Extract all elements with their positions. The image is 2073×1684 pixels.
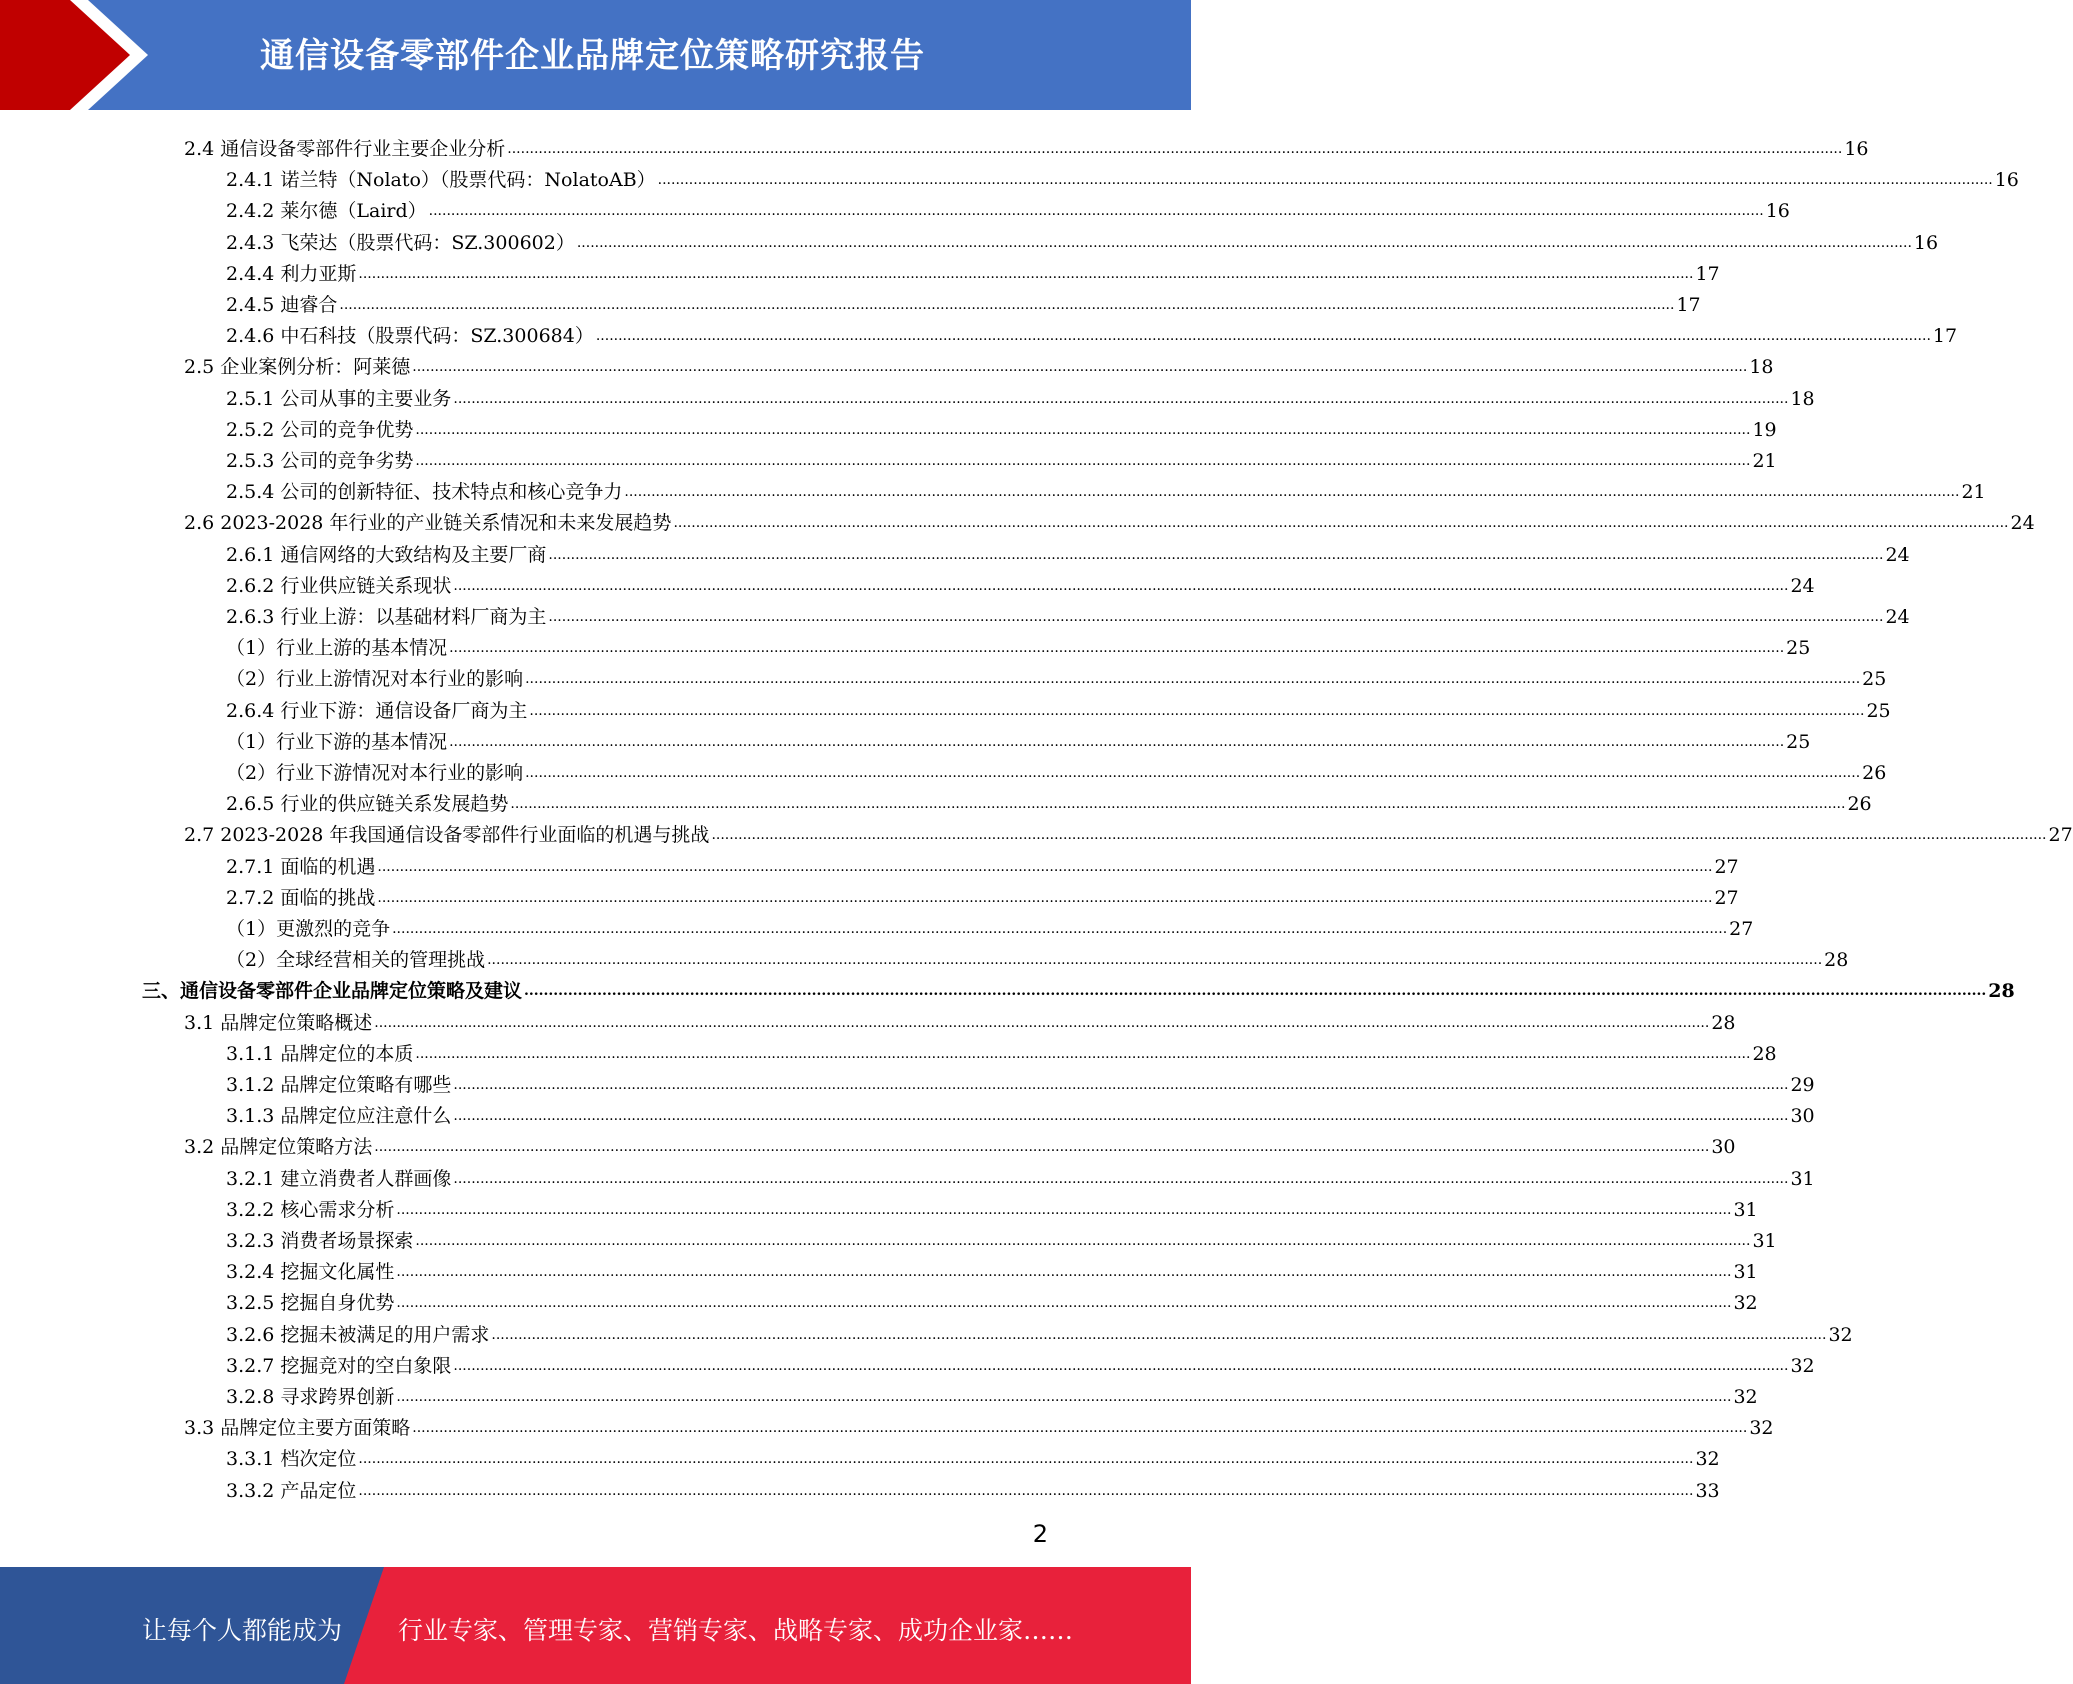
toc-entry-label: （1）行业下游的基本情况 <box>226 730 448 753</box>
toc-entry[interactable] <box>226 1347 1815 1378</box>
toc-leader-dots: ............................................................................................................................................................................................................................................................................................................ <box>415 453 1751 469</box>
toc-entry[interactable] <box>184 504 2035 535</box>
toc-entry-page: 31 <box>1752 1230 1777 1252</box>
toc-leader-dots: ............................................................................................................................................................................................................................................................................................................ <box>453 390 1789 407</box>
toc-leader-dots: ............................................................................................................................................................................................................................................................................................................ <box>377 858 1713 875</box>
toc-entry[interactable] <box>226 1035 1777 1066</box>
page-number: 2 <box>1032 1520 1048 1548</box>
toc-entry-page: 26 <box>1847 793 1872 816</box>
toc-entry-page: 24 <box>1885 606 1910 628</box>
toc-entry[interactable] <box>226 536 1910 567</box>
toc-entry-page: 24 <box>1885 543 1910 566</box>
toc-entry-label: 3.2.6 挖掘未被满足的用户需求 <box>226 1323 490 1346</box>
toc-entry[interactable] <box>226 723 1811 754</box>
toc-entry[interactable] <box>226 192 1790 223</box>
toc-leader-dots: ............................................................................................................................................................................................................................................................................................................ <box>396 1389 1732 1405</box>
toc-entry-page: 32 <box>1828 1323 1853 1346</box>
toc-leader-dots: ............................................................................................................................................................................................................................................................................................................ <box>491 1326 1827 1343</box>
toc-entry-label: 2.4.3 飞荣达（股票代码：SZ.300602） <box>226 231 575 254</box>
toc-entry-page: 26 <box>1862 762 1887 784</box>
toc-entry-page: 28 <box>1824 949 1849 972</box>
toc-leader-dots: ............................................................................................................................................................................................................................................................................................................ <box>396 1264 1732 1281</box>
toc-entry[interactable] <box>226 473 1986 504</box>
toc-entry-label: 2.6.1 通信网络的大致结构及主要厂商 <box>226 543 547 566</box>
toc-entry[interactable] <box>226 1191 1758 1222</box>
toc-entry[interactable] <box>184 1004 1736 1035</box>
toc-entry[interactable] <box>226 380 1815 411</box>
toc-entry-label: （2）行业下游情况对本行业的影响 <box>226 762 524 784</box>
toc-leader-dots: ............................................................................................................................................................................................................................................................................................................ <box>358 1451 1694 1468</box>
toc-entry[interactable] <box>226 255 1720 286</box>
toc-entry[interactable] <box>226 848 1739 879</box>
toc-entry[interactable] <box>226 1378 1758 1409</box>
toc-entry-page: 21 <box>1752 450 1777 472</box>
toc-leader-dots: ............................................................................................................................................................................................................................................................................................................ <box>548 609 1884 625</box>
toc-leader-dots: ............................................................................................................................................................................................................................................................................................................ <box>358 1482 1694 1499</box>
toc-entry-page: 29 <box>1790 1074 1815 1096</box>
toc-entry-page: 30 <box>1711 1136 1736 1159</box>
toc-entry-page: 18 <box>1749 356 1774 379</box>
toc-entry-label: 2.4 通信设备零部件行业主要企业分析 <box>184 138 506 160</box>
toc-entry-label: 2.4.5 迪睿合 <box>226 294 338 316</box>
toc-entry-page: 17 <box>1932 325 1958 348</box>
toc-leader-dots: ............................................................................................................................................................................................................................................................................................................ <box>487 952 1823 969</box>
toc-leader-dots: ............................................................................................................................................................................................................................................................................................................ <box>412 359 1748 376</box>
toc-entry-label: 三、通信设备零部件企业品牌定位策略及建议 <box>142 980 523 1003</box>
toc-leader-dots: ............................................................................................................................................................................................................................................................................................................ <box>595 328 1931 345</box>
toc-entry-label: 2.5 企业案例分析：阿莱德 <box>184 356 411 379</box>
toc-leader-dots: ............................................................................................................................................................................................................................................................................................................ <box>374 1139 1710 1156</box>
toc-entry[interactable] <box>226 1222 1777 1253</box>
toc-entry-label: （2）全球经营相关的管理挑战 <box>226 949 486 972</box>
toc-entry-label: 2.4.2 莱尔德（Laird） <box>226 200 427 223</box>
toc-entry-page: 27 <box>1729 918 1754 940</box>
toc-entry-page: 32 <box>1733 1292 1758 1315</box>
toc-entry-label: 2.6.5 行业的供应链关系发展趋势 <box>226 793 509 816</box>
toc-entry-label: 2.5.1 公司从事的主要业务 <box>226 387 452 410</box>
toc-entry-label: 3.2.5 挖掘自身优势 <box>226 1292 395 1315</box>
toc-entry-page: 27 <box>1714 855 1739 878</box>
toc-leader-dots: ............................................................................................................................................................................................................................................................................................................ <box>412 1420 1748 1437</box>
toc-entry[interactable] <box>226 224 1939 255</box>
toc-leader-dots: ............................................................................................................................................................................................................................................................................................................ <box>673 515 2009 532</box>
toc-entry-label: 3.2.7 挖掘竞对的空白象限 <box>226 1354 452 1377</box>
toc-leader-dots: ............................................................................................................................................................................................................................................................................................................ <box>529 702 1865 719</box>
toc-entry-label: 2.5.3 公司的竞争劣势 <box>226 450 414 472</box>
toc-leader-dots: ............................................................................................................................................................................................................................................................................................................ <box>507 141 1843 157</box>
toc-entry-page: 21 <box>1961 481 1986 504</box>
toc-entry-page: 17 <box>1676 294 1701 316</box>
toc-entry[interactable] <box>226 910 1754 941</box>
toc-leader-dots: ............................................................................................................................................................................................................................................................................................................ <box>449 640 1785 657</box>
toc-entry-page: 25 <box>1866 699 1891 722</box>
toc-entry-label: 2.4.1 诺兰特（Nolato）（股票代码：NolatoAB） <box>226 169 656 192</box>
toc-leader-dots: ............................................................................................................................................................................................................................................................................................................ <box>453 1077 1789 1093</box>
toc-entry-page: 17 <box>1695 262 1720 285</box>
toc-entry[interactable] <box>226 567 1815 598</box>
toc-entry-page: 28 <box>1752 1042 1777 1065</box>
toc-leader-dots: ............................................................................................................................................................................................................................................................................................................ <box>453 1108 1789 1125</box>
toc-entry-page: 25 <box>1786 730 1811 753</box>
toc-leader-dots: ............................................................................................................................................................................................................................................................................................................ <box>525 671 1861 688</box>
toc-leader-dots: ............................................................................................................................................................................................................................................................................................................ <box>415 1233 1751 1249</box>
toc-entry-page: 32 <box>1733 1386 1758 1408</box>
toc-entry[interactable] <box>226 1066 1815 1097</box>
toc-entry[interactable] <box>226 161 2019 192</box>
toc-entry-page: 24 <box>2010 512 2035 535</box>
toc-leader-dots: ............................................................................................................................................................................................................................................................................................................ <box>657 172 1993 189</box>
toc-leader-dots: ............................................................................................................................................................................................................................................................................................................ <box>548 546 1884 563</box>
toc-entry[interactable] <box>184 348 1774 379</box>
toc-entry-label: （1）行业上游的基本情况 <box>226 637 448 660</box>
page-footer <box>0 1567 1191 1684</box>
toc-entry-label: 3.2 品牌定位策略方法 <box>184 1136 373 1159</box>
toc-entry-label: 2.6.2 行业供应链关系现状 <box>226 574 452 597</box>
toc-entry[interactable] <box>226 411 1777 442</box>
toc-entry-label: 3.3.2 产品定位 <box>226 1479 357 1502</box>
toc-entry-label: （2）行业上游情况对本行业的影响 <box>226 668 524 691</box>
toc-entry-label: 3.2.8 寻求跨界创新 <box>226 1386 395 1408</box>
toc-entry-page: 31 <box>1733 1198 1758 1221</box>
toc-entry-label: 2.5.4 公司的创新特征、技术特点和核心竞争力 <box>226 481 623 504</box>
toc-entry-label: 2.6 2023-2028 年行业的产业链关系情况和未来发展趋势 <box>184 512 672 535</box>
toc-entry[interactable] <box>142 972 2015 1003</box>
toc-leader-dots: ............................................................................................................................................................................................................................................................................................................ <box>396 1201 1732 1218</box>
toc-entry-page: 24 <box>1790 574 1815 597</box>
footer-slogan-right: 行业专家、管理专家、营销专家、战略专家、成功企业家…… <box>398 1616 1074 1645</box>
toc-entry[interactable] <box>226 317 1958 348</box>
toc-entry[interactable] <box>226 941 1849 972</box>
toc-entry-label: 3.3 品牌定位主要方面策略 <box>184 1417 411 1440</box>
toc-leader-dots: ............................................................................................................................................................................................................................................................................................................ <box>449 733 1785 750</box>
toc-leader-dots: ............................................................................................................................................................................................................................................................................................................ <box>624 484 1960 501</box>
toc-entry[interactable] <box>226 692 1891 723</box>
toc-entry[interactable] <box>226 1253 1758 1284</box>
footer-slogan-left: 让每个人都能成为 <box>142 1616 343 1645</box>
toc-entry-label: 3.1 品牌定位策略概述 <box>184 1011 373 1034</box>
toc-leader-dots: ............................................................................................................................................................................................................................................................................................................ <box>392 921 1728 937</box>
toc-entry-page: 25 <box>1862 668 1887 691</box>
toc-entry[interactable] <box>226 879 1739 910</box>
toc-entry-label: （1）更激烈的竞争 <box>226 918 391 940</box>
page-header <box>0 0 1191 110</box>
toc-entry-label: 2.7 2023-2028 年我国通信设备零部件行业面临的机遇与挑战 <box>184 824 710 847</box>
toc-entry-page: 16 <box>1994 169 2019 192</box>
toc-entry-label: 2.6.4 行业下游：通信设备厂商为主 <box>226 699 528 722</box>
toc-entry-page: 18 <box>1790 387 1815 410</box>
toc-entry-page: 33 <box>1695 1479 1720 1502</box>
toc-entry-page: 32 <box>1695 1448 1720 1471</box>
toc-leader-dots: ............................................................................................................................................................................................................................................................................................................ <box>374 1014 1710 1031</box>
toc-leader-dots: ............................................................................................................................................................................................................................................................................................................ <box>428 203 1764 220</box>
toc-leader-dots: ............................................................................................................................................................................................................................................................................................................ <box>510 796 1846 813</box>
toc-entry-label: 2.5.2 公司的竞争优势 <box>226 418 414 441</box>
toc-entry[interactable] <box>184 1128 1736 1159</box>
toc-entry-page: 32 <box>1749 1417 1774 1440</box>
toc-entry-page: 25 <box>1786 637 1811 660</box>
toc-leader-dots: ............................................................................................................................................................................................................................................................................................................ <box>453 1357 1789 1374</box>
report-title: 通信设备零部件企业品牌定位策略研究报告 <box>260 36 925 76</box>
toc-leader-dots: ............................................................................................................................................................................................................................................................................................................ <box>525 765 1861 781</box>
toc-leader-dots: ............................................................................................................................................................................................................................................................................................................ <box>415 421 1751 438</box>
toc-entry-page: 19 <box>1752 418 1777 441</box>
toc-entry-page: 32 <box>1790 1354 1815 1377</box>
toc-entry[interactable] <box>226 1284 1758 1315</box>
toc-leader-dots: ............................................................................................................................................................................................................................................................................................................ <box>396 1295 1732 1312</box>
toc-leader-dots: ............................................................................................................................................................................................................................................................................................................ <box>339 297 1675 313</box>
toc-entry-label: 2.4.4 利力亚斯 <box>226 262 357 285</box>
toc-entry-label: 3.1.1 品牌定位的本质 <box>226 1042 414 1065</box>
toc-entry-label: 2.7.2 面临的挑战 <box>226 886 376 909</box>
toc-entry-label: 3.2.4 挖掘文化属性 <box>226 1261 395 1284</box>
toc-entry-page: 28 <box>1988 980 2015 1003</box>
toc-entry[interactable] <box>226 754 1887 785</box>
toc-entry[interactable] <box>184 1409 1774 1440</box>
toc-entry-label: 3.2.1 建立消费者人群画像 <box>226 1167 452 1190</box>
toc-leader-dots: ............................................................................................................................................................................................................................................................................................................ <box>711 827 2047 844</box>
toc-entry-label: 3.1.3 品牌定位应注意什么 <box>226 1105 452 1128</box>
toc-entry-page: 16 <box>1913 231 1939 254</box>
toc-entry-label: 2.4.6 中石科技（股票代码：SZ.300684） <box>226 325 594 348</box>
toc-entry-label: 3.1.2 品牌定位策略有哪些 <box>226 1074 452 1096</box>
toc-entry-label: 3.2.2 核心需求分析 <box>226 1198 395 1221</box>
toc-entry[interactable] <box>226 1440 1720 1471</box>
toc-entry[interactable] <box>226 286 1701 317</box>
toc-entry-label: 2.6.3 行业上游：以基础材料厂商为主 <box>226 606 547 628</box>
toc-entry[interactable] <box>226 1097 1815 1128</box>
toc-entry[interactable] <box>226 629 1811 660</box>
toc-leader-dots: ............................................................................................................................................................................................................................................................................................................ <box>524 983 1987 1000</box>
toc-entry-page: 16 <box>1765 200 1790 223</box>
toc-entry[interactable] <box>184 816 2073 847</box>
toc-leader-dots: ............................................................................................................................................................................................................................................................................................................ <box>453 577 1789 594</box>
toc-entry[interactable] <box>226 1160 1815 1191</box>
header-arrow-decoration <box>0 0 160 110</box>
toc-entry-page: 27 <box>1714 886 1739 909</box>
toc-entry-page: 31 <box>1790 1167 1815 1190</box>
toc-entry-page: 16 <box>1844 138 1869 160</box>
toc-entry-label: 3.3.1 档次定位 <box>226 1448 357 1471</box>
toc-entry[interactable] <box>226 598 1910 629</box>
toc-entry-page: 31 <box>1733 1261 1758 1284</box>
toc-entry-page: 27 <box>2048 824 2073 847</box>
toc-entry[interactable] <box>226 660 1887 691</box>
toc-leader-dots: ............................................................................................................................................................................................................................................................................................................ <box>415 1045 1751 1062</box>
toc-leader-dots: ............................................................................................................................................................................................................................................................................................................ <box>377 889 1713 906</box>
toc-entry-page: 28 <box>1711 1011 1736 1034</box>
toc-entry[interactable] <box>226 785 1872 816</box>
toc-entry[interactable] <box>226 442 1777 473</box>
toc-entry[interactable] <box>184 130 1869 161</box>
toc-leader-dots: ............................................................................................................................................................................................................................................................................................................ <box>358 265 1694 282</box>
toc-entry[interactable] <box>226 1316 1853 1347</box>
toc-leader-dots: ............................................................................................................................................................................................................................................................................................................ <box>576 234 1912 251</box>
toc-entry-label: 2.7.1 面临的机遇 <box>226 855 376 878</box>
toc-entry-label: 3.2.3 消费者场景探索 <box>226 1230 414 1252</box>
toc-entry[interactable] <box>226 1472 1720 1503</box>
toc-leader-dots: ............................................................................................................................................................................................................................................................................................................ <box>453 1170 1789 1187</box>
toc-entry-page: 30 <box>1790 1105 1815 1128</box>
